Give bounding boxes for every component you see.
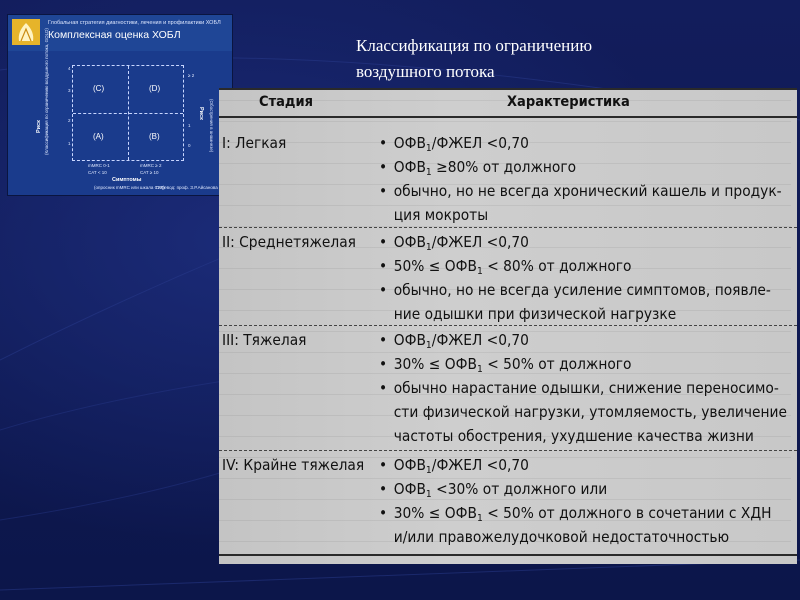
left-tick-2: 2	[68, 118, 71, 123]
left-axis-title: Риск	[36, 120, 42, 133]
stage-label: III: Тяжелая	[222, 331, 307, 349]
bottom-right-cat: CAT ≥ 10	[140, 170, 159, 175]
x-axis-title: Симптомы	[112, 177, 142, 183]
bullet-icon: •	[379, 504, 388, 522]
bullet-icon: •	[379, 233, 388, 251]
quadrant-c: (C)	[93, 84, 105, 93]
x-axis-subtitle: (опросник mMRC или шкала CAT)	[94, 185, 165, 190]
row-divider	[219, 325, 797, 326]
bottom-left-cat: CAT < 10	[88, 170, 107, 175]
slide-heading-line-2: воздушного потока	[356, 62, 495, 81]
thumbnail-title: Комплексная оценка ХОБЛ	[48, 29, 181, 41]
thumbnail-subtitle: Глобальная стратегия диагностики, лечения и профилактики ХОБЛ	[48, 20, 221, 26]
bullet-icon: •	[379, 456, 388, 474]
column-header-stage: Стадия	[259, 94, 313, 110]
slide-heading-line-1: Классификация по ограничению	[356, 36, 593, 55]
left-tick-1: 1	[68, 141, 71, 146]
translation-credit: Перевод: проф. З.Р.Айсанова	[156, 185, 218, 190]
stage-label: I: Легкая	[222, 134, 287, 152]
stage-label: IV: Крайне тяжелая	[222, 456, 365, 474]
bullet-icon: •	[379, 158, 388, 176]
scan-artifact	[219, 121, 791, 123]
classification-table-scan: Стадия Характеристика I: Легкая • $ОФВ_1$/ФЖЕЛ <0,70 • $ОФВ_1 \ge 80\%$ от должного • обычно, но не всегда хронический кашель и продук- ция мокроты II: Среднетяжелая • $ОФВ_1$/ФЖЕЛ <0,70 • $50\% \le ОФВ_1 < 80\%$ от должного • обычно, но не всегда усиление симптомов, появле- ние одышки при физической нагрузке III: Тяжелая • $ОФВ_1$/ФЖЕЛ <0,70 • $30\% \le ОФВ_1 < 50\%$ от должного • обычно нарастание одышки, снижение переносимо- сти физической нагрузки, утомляемость, увеличение частоты обострения, ухудшение качества жизни IV: Крайне тяжелая • $ОФВ_1$/ФЖЕЛ <0,70 • $ОФВ_1 <30\%$ от должного или • $30\% \le ОФВ_1 < 50\%$ от должного в сочетании с ХДН и/или правожелудочковой недостаточностью	[219, 88, 797, 564]
bottom-left-mmrc: mMRC 0-1	[88, 163, 110, 168]
bullet-icon: •	[379, 281, 388, 299]
bullet-icon: •	[379, 257, 388, 275]
left-tick-4: 4	[68, 66, 71, 71]
bullet-icon: •	[379, 134, 388, 152]
quadrant-d: (D)	[149, 84, 161, 93]
stage-label: II: Среднетяжелая	[222, 233, 356, 251]
right-axis-subtitle: (Обострения в анамнезе)	[209, 99, 214, 153]
column-header-characteristic: Характеристика	[507, 94, 630, 110]
bullet-icon: •	[379, 355, 388, 373]
thumbnail-slide	[8, 15, 232, 195]
bottom-right-mmrc: mMRC ≥ 2	[140, 163, 162, 168]
slide-heading	[356, 33, 696, 85]
left-axis-subtitle: (Классификация по ограничению воздушного потока, GOLD)	[44, 28, 49, 155]
row-divider	[219, 450, 797, 451]
gold-logo-icon	[12, 19, 40, 45]
right-tick-1: 1	[188, 123, 191, 128]
bullet-icon: •	[379, 331, 388, 349]
right-tick-2: ≥ 2	[188, 73, 195, 78]
row-divider	[219, 227, 797, 228]
quadrant-b: (B)	[149, 132, 160, 141]
risk-grid	[72, 65, 184, 161]
table-bottom-rule	[219, 554, 797, 556]
bullet-icon: •	[379, 182, 388, 200]
left-tick-3: 3	[68, 88, 71, 93]
quadrant-a: (A)	[93, 132, 104, 141]
scan-artifact	[219, 205, 791, 207]
bullet-icon: •	[379, 379, 388, 397]
right-axis-title: Риск	[198, 107, 204, 120]
bullet-icon: •	[379, 480, 388, 498]
right-tick-0: 0	[188, 143, 191, 148]
table-header	[219, 88, 797, 118]
